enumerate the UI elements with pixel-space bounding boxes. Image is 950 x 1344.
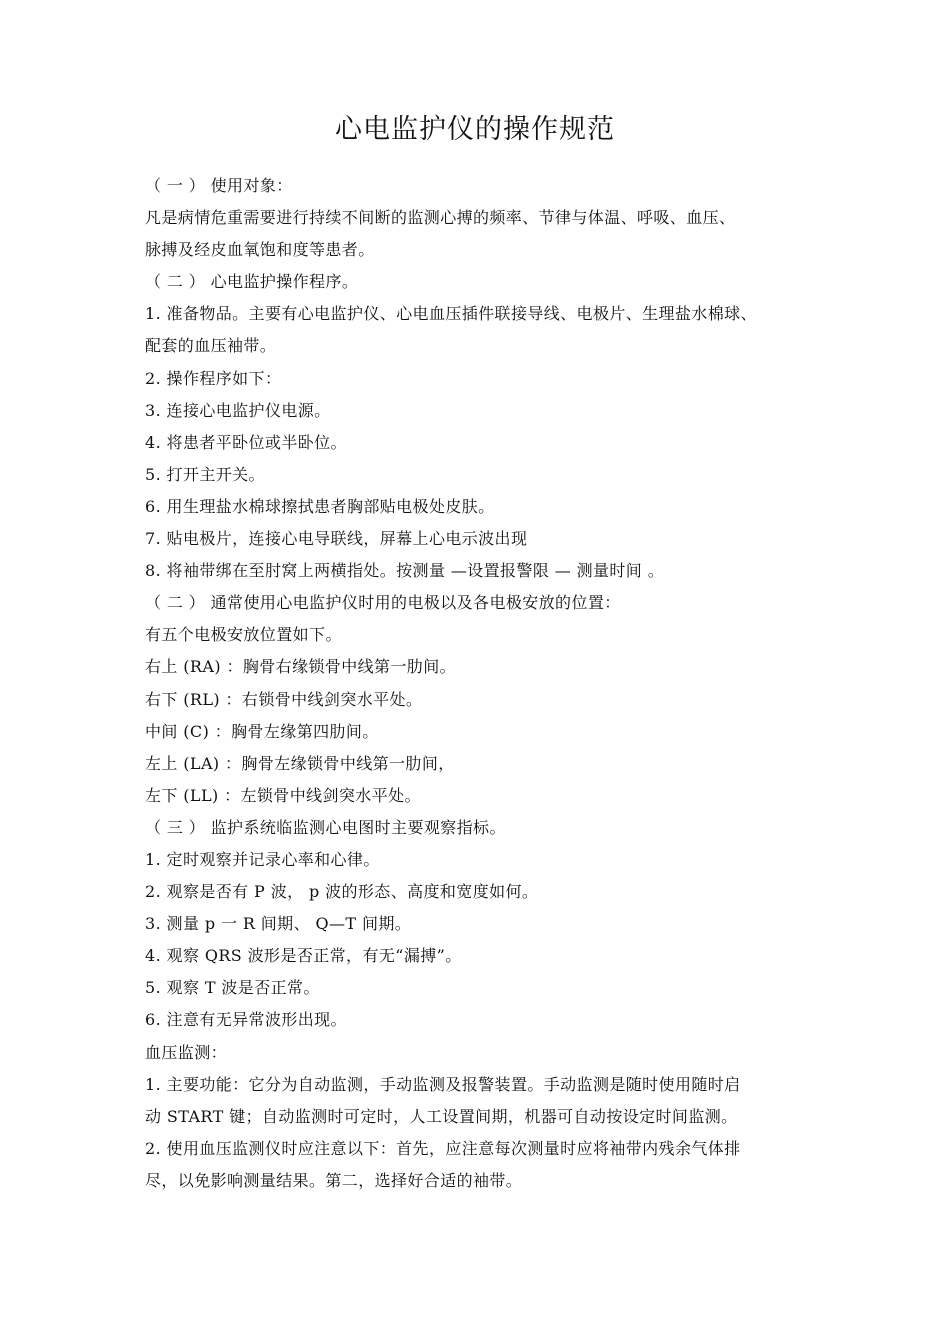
text-line: 动 START 键；自动监测时可定时，人工设置间期，机器可自动按设定时间监测。 xyxy=(145,1106,738,1126)
text-line: 5. 观察 T 波是否正常。 xyxy=(145,978,320,998)
text-line: 凡是病情危重需要进行持续不间断的监测心搏的频率、节律与体温、呼吸、血压、 xyxy=(145,208,736,228)
text-line: 3. 测量 p 一 R 间期、 Q—T 间期。 xyxy=(145,914,412,934)
text-line: 6. 注意有无异常波形出现。 xyxy=(145,1010,347,1030)
text-line: 血压监测： xyxy=(145,1042,228,1062)
text-line: 1. 定时观察并记录心率和心律。 xyxy=(145,849,380,869)
text-line: 脉搏及经皮血氧饱和度等患者。 xyxy=(145,240,375,260)
text-line: 左下 (LL) ：左锁骨中线剑突水平处。 xyxy=(145,785,421,805)
text-line: 4. 将患者平卧位或半卧位。 xyxy=(145,432,347,452)
text-line: 1. 主要功能：它分为自动监测，手动监测及报警装置。手动监测是随时使用随时启 xyxy=(145,1074,741,1094)
text-line: 5. 打开主开关。 xyxy=(145,464,265,484)
text-line: （ 二 ） 通常使用心电监护仪时用的电极以及各电极安放的位置： xyxy=(145,593,621,613)
document-title: 心电监护仪的操作规范 xyxy=(335,114,615,145)
text-line: 8. 将袖带绑在至肘窝上两横指处。按测量 —设置报警限 — 测量时间 。 xyxy=(145,561,665,581)
text-line: 有五个电极安放位置如下。 xyxy=(145,625,342,645)
text-line: 中间 (C) ：胸骨左缘第四肋间。 xyxy=(145,721,379,741)
text-line: 尽，以免影响测量结果。第二，选择好合适的袖带。 xyxy=(145,1170,523,1190)
text-line: （ 一 ） 使用对象： xyxy=(145,176,293,195)
text-line: 1. 准备物品。主要有心电监护仪、心电血压插件联接导线、电极片、生理盐水棉球、 xyxy=(145,304,757,324)
text-line: （ 三 ） 监护系统临监测心电图时主要观察指标。 xyxy=(145,817,506,837)
text-line: 配套的血压袖带。 xyxy=(145,336,277,356)
text-line: 2. 操作程序如下： xyxy=(145,368,282,388)
text-line: 6. 用生理盐水棉球擦拭患者胸部贴电极处皮肤。 xyxy=(145,496,495,516)
document-body xyxy=(145,170,815,1197)
text-line: 4. 观察 QRS 波形是否正常，有无“漏搏”。 xyxy=(145,946,462,966)
text-line: 7. 贴电极片，连接心电导联线，屏幕上心电示波出现 xyxy=(145,529,528,549)
text-line: （ 二 ） 心电监护操作程序。 xyxy=(145,272,359,292)
text-line: 2. 观察是否有 P 波， p 波的形态、高度和宽度如何。 xyxy=(145,882,539,902)
text-line: 左上 (LA) ：胸骨左缘锁骨中线第一肋间， xyxy=(145,753,455,773)
text-line: 右下 (RL) ：右锁骨中线剑突水平处。 xyxy=(145,689,423,709)
text-line: 2. 使用血压监测仪时应注意以下：首先，应注意每次测量时应将袖带内残余气体排 xyxy=(145,1138,741,1158)
text-line: 3. 连接心电监护仪电源。 xyxy=(145,400,331,420)
text-line: 右上 (RA) ：胸骨右缘锁骨中线第一肋间。 xyxy=(145,657,457,677)
